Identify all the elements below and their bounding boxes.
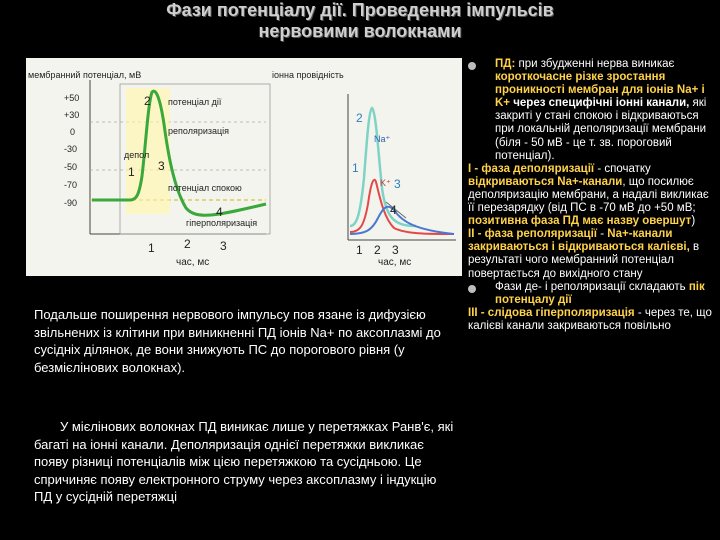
bullet-action-potential (468, 58, 716, 163)
bullet-peak (468, 281, 716, 307)
bullet-icon (468, 285, 476, 293)
right-curve-number-2: 2 (356, 111, 363, 125)
curve-number-4: 4 (216, 205, 223, 219)
pd-heading: ПД: (495, 58, 516, 70)
ytick-1: +50 (64, 93, 80, 103)
title-line-2: нервовими волокнами (258, 21, 462, 41)
ytick-4: -30 (64, 144, 78, 154)
action-potential-figure (26, 58, 462, 276)
phase-2-repolarization (468, 228, 716, 280)
ytick-5: -50 (64, 162, 78, 172)
phase-1-text-b: , що посилює деполяризацію мембрани, а надалі викликає її перезарядку (від ПС в -70 мВ до +50 мВ; (468, 175, 709, 215)
phase-1-text-a: - спочатку (594, 162, 651, 175)
phase-2-highlight: Na+-канали закриваються і відкриваються калієві, (468, 228, 690, 254)
right-x-axis-label: час, мс (378, 257, 412, 268)
right-curve-number-3: 3 (394, 177, 401, 191)
title-line-1: Фази потенціалу дії. Проведення імпульсів (166, 0, 554, 20)
pd-highlight: короткочасне різке зростання проникності мембран для іонів Na+ і K+ (495, 71, 705, 110)
paragraph-propagation: Подальше поширення нервового імпульсу пов язане із дифузією звільнених із клітини при виникненні ПД іонів Na+ по аксоплазмі до сусідніх ділянок, де вони знижують ПС до порогового рівня (у безмієлінових волокнах). (34, 307, 441, 375)
peak-text: Фази де- і реполяризації складають (495, 280, 689, 293)
phase-3-text: - через те, що калієві канали закриваються повільно (468, 306, 712, 332)
phase-2-heading: ІІ - фаза реполяризації (468, 228, 598, 241)
phases-description (468, 58, 716, 333)
y-axis-label: мембранний потенціал, мВ (28, 70, 142, 80)
ytick-3: 0 (70, 127, 76, 137)
phase-3-hyperpolarization (468, 307, 716, 333)
right-curve-number-1: 1 (352, 161, 359, 175)
ytick-2: +30 (64, 110, 80, 120)
paragraph-myelinated: У мієлінових волокнах ПД виникає лише у перетяжках Ранв'є, які багаті на іонні канали. Деполяризація однієї перетяжки викликає появу різниці потенціалів між цією перетяжкою та сусідньою. Це спричиняє появу електронного струму через аксоплазму і індукцію ПД у сусідній перетяжці (34, 419, 454, 505)
phase-1-text-c: ) (691, 215, 696, 228)
x-num-3: 3 (220, 239, 227, 253)
na-label: Na⁺ (374, 134, 391, 144)
x-num-2: 2 (184, 237, 191, 251)
ytick-7: -90 (64, 198, 78, 208)
label-resting-potential: потенціал спокою (168, 183, 242, 193)
pd-text-b: через специфічні іонні канали, (510, 97, 690, 110)
right-curve-number-4: 4 (390, 203, 397, 217)
label-repolarization: реполяризація (168, 126, 230, 136)
phase-1-highlight: відкриваються Na+-канали (468, 175, 623, 188)
right-x-num-2: 2 (374, 243, 381, 257)
label-hyperpolarization: гіперполяризація (186, 218, 258, 228)
x-axis-label: час, мс (176, 257, 210, 268)
ytick-6: -70 (64, 180, 78, 190)
curve-number-2: 2 (144, 94, 151, 108)
x-num-1: 1 (148, 241, 155, 255)
phase-1-heading: І - фаза деполяризації (468, 162, 595, 175)
phase-2-text-b: в результаті чого мембранний потенціал повертається до вихідного стану (468, 241, 700, 280)
phase-1-depolarization (468, 163, 716, 228)
phase-3-heading: ІІІ - слідова гіперполяризація (468, 306, 635, 319)
pd-text-c: які закриті у стані спокою і відкриваються при локальній деполяризації мембрани (біля - 50 мВ - це т. зв. пороговий потенціал). (495, 97, 707, 162)
na-conductance-curve (350, 177, 454, 234)
curve-number-3: 3 (158, 159, 165, 173)
right-x-num-3: 3 (392, 243, 399, 257)
right-x-num-1: 1 (356, 243, 363, 257)
label-action-potential: потенціал дії (168, 97, 222, 107)
y-axis-label-right: іонна провідність (272, 70, 344, 80)
phase-2-text-a: - (597, 228, 608, 241)
bullet-icon (468, 62, 476, 70)
peak-highlight: пік потенцалу дії (495, 280, 705, 306)
phase-1-overshoot: позитивна фаза ПД має назву овершут (468, 215, 692, 228)
action-potential-curve (92, 91, 266, 215)
curve-number-1: 1 (128, 165, 135, 179)
slide-title (0, 0, 720, 42)
pd-text-a: при збудженні нерва виникає (515, 58, 675, 70)
label-depolarization: депол (124, 150, 150, 160)
k-label: K⁺ (380, 178, 391, 188)
